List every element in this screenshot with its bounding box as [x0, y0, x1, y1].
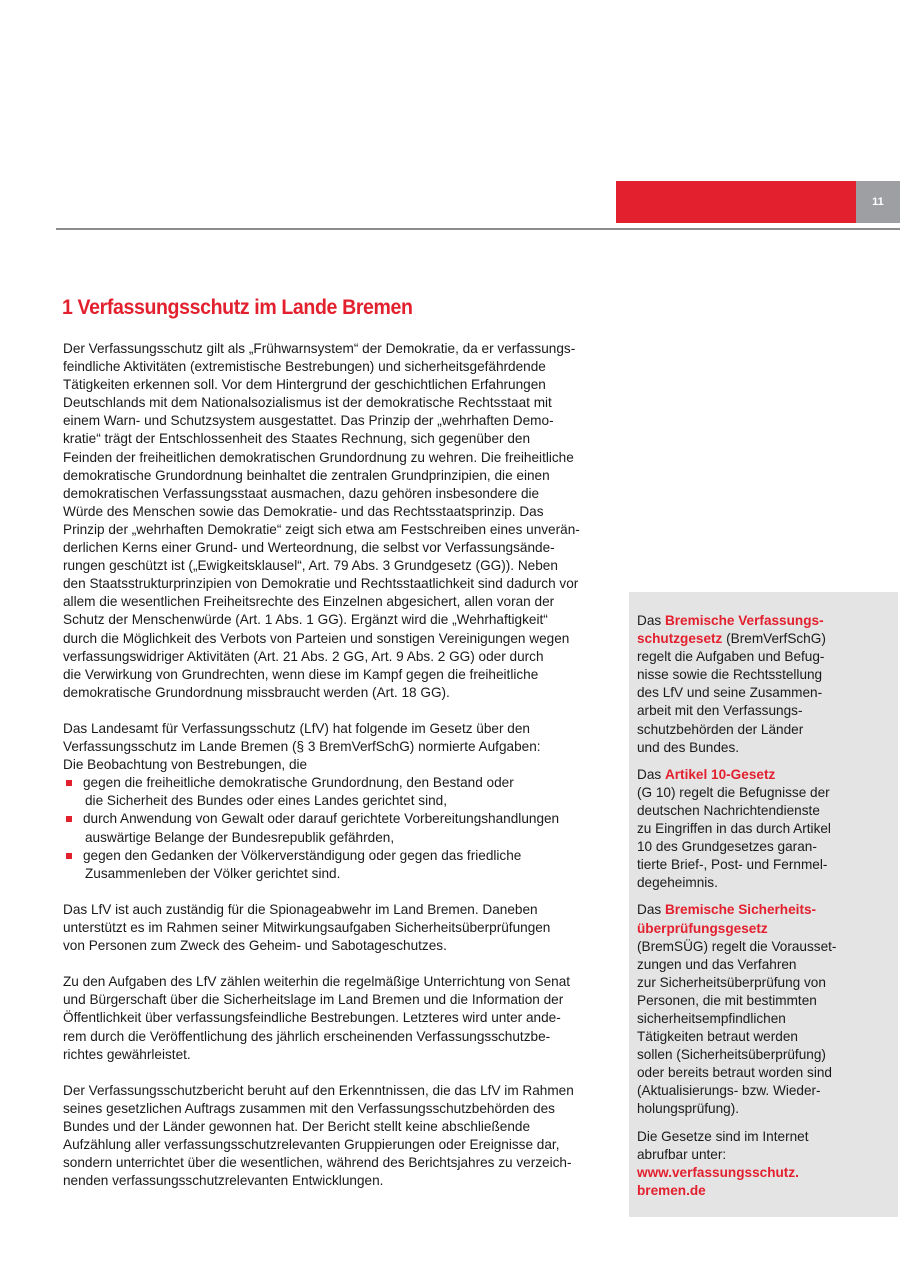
text-line: Verfassungsschutz im Lande Bremen (§ 3 BremVerfSchG) normierte Aufgaben: [63, 739, 541, 755]
page-number: 11 [856, 181, 900, 223]
text-line: sollen (Sicherheitsüberprüfung) [637, 1047, 826, 1063]
paragraph-espionage [63, 901, 613, 955]
law-name-highlight: überprüfungsgesetz [637, 920, 768, 936]
paragraph-report [63, 1082, 613, 1191]
list-item: gegen die freiheitliche demokratische Grundordnung, den Bestand oder [63, 774, 613, 792]
website-link[interactable]: bremen.de [637, 1182, 706, 1198]
text-line: degeheimnis. [637, 875, 718, 891]
text-line: sondern unterrichtet über die wesentlichen, während des Berichtsjahres zu verzeich- [63, 1155, 572, 1171]
text-line: den Staatsstrukturprinzipien von Demokratie und Rechtsstaatlichkeit sind dadurch vor [63, 576, 579, 592]
sidebar-note-internet [637, 1128, 892, 1200]
text-line: tierte Brief-, Post- und Fernmel- [637, 857, 828, 873]
text-line: durch die Möglichkeit des Verbots von Parteien und sonstigen Vereinigungen wegen [63, 630, 570, 646]
text-line: Die Beobachtung von Bestrebungen, die [63, 757, 308, 773]
text-line: Zu den Aufgaben des LfV zählen weiterhin die regelmäßige Unterrichtung von Senat [63, 974, 571, 990]
text-line: richtes gewährleistet. [63, 1046, 191, 1062]
text-line: Öffentlichkeit über verfassungsfeindliche Bestrebungen. Letzteres wird unter ande- [63, 1010, 561, 1026]
header-rule [56, 228, 900, 230]
list-item-continuation: Zusammenleben der Völker gerichtet sind. [85, 865, 341, 881]
text-line: die Verwirkung von Grundrechten, wenn diese im Kampf gegen die freiheitliche [63, 666, 539, 682]
text-line: kratie“ trägt der Entschlossenheit des Staates Rechnung, sich gegenüber den [63, 431, 531, 447]
text-line: (BremSÜG) regelt die Vorausset- [637, 938, 837, 954]
text-line: sicherheitsempfindlichen [637, 1010, 786, 1026]
text-line: Das Landesamt für Verfassungsschutz (LfV) hat folgende im Gesetz über den [63, 720, 530, 736]
text-line: demokratischen Verfassungsstaat ausmachen, dazu gehören insbesondere die [63, 485, 540, 501]
text-line: und des Bundes. [637, 739, 740, 755]
text-line: Schutz der Menschenwürde (Art. 1 Abs. 1 GG). Ergänzt wird die „Wehrhaftigkeit“ [63, 612, 548, 628]
bullet-square-icon [66, 816, 72, 822]
text-line: derlichen Kerns einer Grund- und Werteordnung, die selbst vor Verfassungsände- [63, 540, 555, 556]
text-line: des LfV und seine Zusammen- [637, 685, 823, 701]
text-line: Aufzählung aller verfassungsschutzrelevanten Gruppierungen oder Ereignisse dar, [63, 1137, 560, 1153]
text-line: demokratische Grundordnung beinhaltet die zentralen Grundprinzipien, die einen [63, 467, 550, 483]
text-line: zur Sicherheitsüberprüfung von [637, 974, 826, 990]
text-line: 10 des Grundgesetzes garan- [637, 839, 817, 855]
bullet-square-icon [66, 853, 72, 859]
website-link[interactable]: www.verfassungsschutz. [637, 1164, 799, 1180]
text-line: Deutschlands mit dem Nationalsozialismus ist der demokratische Rechtsstaat mit [63, 395, 552, 411]
text-line: regelt die Aufgaben und Befug- [637, 649, 825, 665]
text-line: verfassungswidriger Aktivitäten (Art. 21 Abs. 2 GG, Art. 9 Abs. 2 GG) oder durch [63, 648, 544, 664]
main-text [63, 340, 613, 1190]
text-line: (Aktualisierungs- bzw. Wieder- [637, 1083, 821, 1099]
text-line: Prinzip der „wehrhaften Demokratie“ zeigt sich etwa am Festschreiben eines unverän- [63, 521, 580, 537]
chapter-title: 1 Verfassungsschutz im Lande Bremen [62, 296, 413, 319]
text-line: holungsprüfung). [637, 1101, 740, 1117]
text-line: arbeit mit den Verfassungs- [637, 703, 803, 719]
text-line: Feinden der freiheitlichen demokratischen Grundordnung zu wehren. Die freiheitliche [63, 449, 574, 465]
text-line: einem Warn- und Schutzsystem ausgestattet. Das Prinzip der „wehrhaften Demo- [63, 413, 554, 429]
text-line: (G 10) regelt die Befugnisse der [637, 784, 830, 800]
text-line: Tätigkeiten betraut werden [637, 1029, 798, 1045]
list-item: gegen den Gedanken der Völkerverständigung oder gegen das friedliche [63, 847, 613, 865]
text-line: zungen und das Verfahren [637, 956, 797, 972]
sidebar-note-g10: Das Artikel 10-Gesetz (G 10) regelt die Befugnisse der deutschen Nachrichtendienste zu Eingriffen in das durch Artikel 10 des Grundgesetzes garan- tierte Brief-, Post- und Fernmel- degeheimnis. [637, 766, 892, 893]
text-line: Tätigkeiten erkennen soll. Vor dem Hintergrund der geschichtlichen Erfahrungen [63, 377, 546, 393]
text-line: Personen, die mit bestimmten [637, 992, 817, 1008]
law-name-highlight: schutzgesetz [637, 631, 723, 647]
text-line: oder bereits betraut worden sind [637, 1065, 832, 1081]
text-line: seines gesetzlichen Auftrags zusammen mit den Verfassungsschutzbehörden des [63, 1100, 555, 1116]
text-line: rungen geschützt ist („Ewigkeitsklausel“, Art. 79 Abs. 3 Grundgesetz (GG)). Neben [63, 558, 558, 574]
text-line: Das LfV ist auch zuständig für die Spionageabwehr im Land Bremen. Daneben [63, 901, 538, 917]
text-line: nisse sowie die Rechtsstellung [637, 667, 823, 683]
text-line: allem die wesentlichen Freiheitsrechte des Einzelnen abgesichert, allen voran der [63, 594, 555, 610]
sidebar-note-bremsueg: Das Bremische Sicherheits- überprüfungsgesetz (BremSÜG) regelt die Vorausset- zungen und das Verfahren zur Sicherheitsüberprüfung von Personen, die mit bestimmten sicherheitsempfindlichen Tätigkeiten betraut werden sollen (Sicherheitsüberprüfung) oder bereits betraut worden sind (Aktualisierungs- bzw. Wieder- holungsprüfung). [637, 901, 892, 1118]
text-line: deutschen Nachrichtendienste [637, 802, 820, 818]
text-line: Würde des Menschen sowie das Demokratie- und das Rechtsstaatsprinzip. Das [63, 503, 544, 519]
text-line: Bundes und der Länder gewonnen hat. Der Bericht stellt keine abschließende [63, 1119, 531, 1135]
text-line: Die Gesetze sind im Internet [637, 1128, 809, 1144]
header-red-bar [616, 181, 856, 223]
paragraph-intro [63, 340, 613, 702]
text-line: zu Eingriffen in das durch Artikel [637, 821, 831, 837]
text-line: rem durch die Veröffentlichung des jährlich erscheinenden Verfassungsschutzbe- [63, 1028, 551, 1044]
list-item-continuation: die Sicherheit des Bundes oder eines Landes gerichtet sind, [85, 793, 447, 809]
text-line: demokratische Grundordnung missbraucht werden (Art. 18 GG). [63, 684, 450, 700]
law-name-highlight: Artikel 10-Gesetz [664, 766, 776, 782]
list-item-continuation: auswärtige Belange der Bundesrepublik gefährden, [85, 829, 395, 845]
law-name-highlight: Bremische Sicherheits- [664, 902, 817, 918]
text-line: unterstützt es im Rahmen seiner Mitwirkungsaufgaben Sicherheitsüberprüfungen [63, 920, 551, 935]
text-line: Der Verfassungsschutzbericht beruht auf den Erkenntnissen, die das LfV im Rahmen [63, 1082, 574, 1098]
paragraph-information [63, 973, 613, 1063]
text-line: und Bürgerschaft über die Sicherheitslage im Land Bremen und die Information der [63, 992, 564, 1008]
text-line: abrufbar unter: [637, 1146, 727, 1162]
sidebar-text [637, 612, 892, 1200]
paragraph-tasks [63, 720, 613, 774]
text-line: feindliche Aktivitäten (extremistische Bestrebungen) und sicherheitsgefährdende [63, 359, 546, 375]
text-line: von Personen zum Zweck des Geheim- und Sabotageschutzes. [63, 938, 447, 954]
list-item: durch Anwendung von Gewalt oder darauf gerichtete Vorbereitungshandlungen [63, 810, 613, 828]
law-name-highlight: Bremische Verfassungs- [664, 613, 824, 628]
text-line: Der Verfassungsschutz gilt als „Frühwarnsystem“ der Demokratie, da er verfassungs- [63, 341, 576, 356]
text-line: schutzbehörden der Länder [637, 721, 804, 737]
text-line: nenden verfassungsschutzrelevanten Entwicklungen. [63, 1173, 384, 1189]
bullet-square-icon [66, 780, 72, 786]
sidebar-note-verfschg: Das Bremische Verfassungs- schutzgesetz (BremVerfSchG) regelt die Aufgaben und Befug- nisse sowie die Rechtsstellung des LfV und seine Zusammen- arbeit mit den Verfassungs- schutzbehörden der Länder und des Bundes. [637, 612, 892, 757]
bullet-list [63, 774, 613, 883]
